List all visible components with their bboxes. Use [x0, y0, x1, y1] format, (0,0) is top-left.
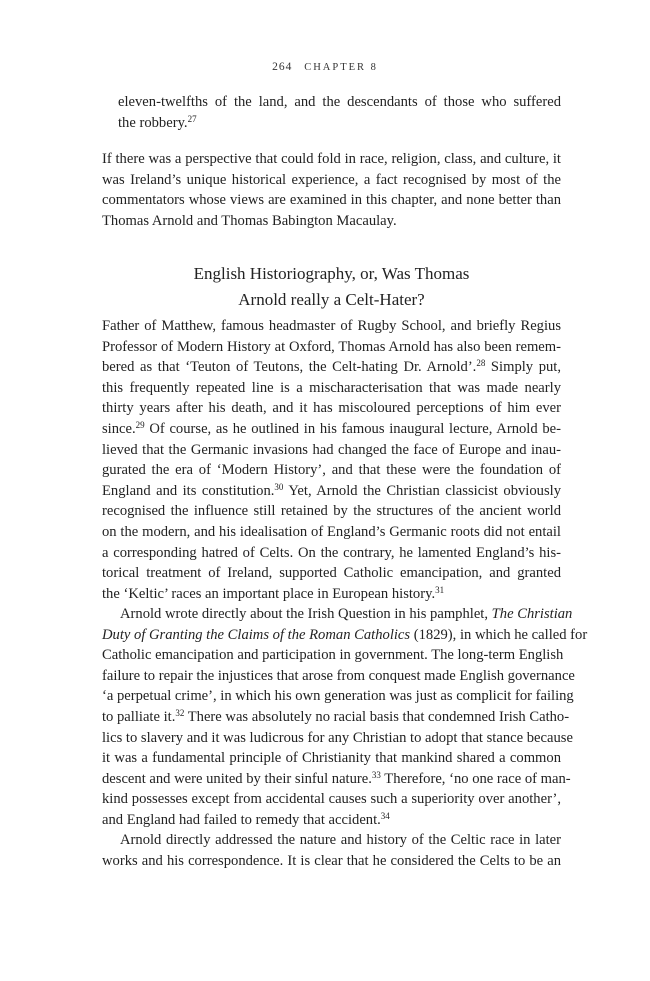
footnote-ref: 27 [187, 113, 197, 124]
paragraph-4 [102, 830, 561, 871]
paragraph-2 [102, 316, 561, 604]
footnote-ref: 33 [371, 769, 381, 780]
text-line: commentators whose views are examined in this chapter, and none better than [102, 192, 561, 209]
footnote-ref: 34 [380, 810, 390, 821]
text-line: descent and were united by their sinful nature.$^{33}$ Therefore, ‘no one race of man- [102, 769, 571, 787]
paragraph-3 [102, 604, 588, 831]
text-line: ‘a perpetual crime’, in which his own generation was just as complicit for failing [102, 688, 574, 705]
text-line: Father of Matthew, famous headmaster of Rugby School, and briefly Regius [102, 318, 561, 334]
running-head [0, 61, 650, 73]
text-line: Thomas Arnold and Thomas Babington Macaulay. [102, 212, 397, 229]
text-line: since.$^{29}$ Of course, as he outlined in his famous inaugural lecture, Arnold be- [102, 419, 561, 437]
text-line: bered as that ‘Teuton of Teutons, the Celt-hating Dr. Arnold’.$^{28}$ Simply put, [102, 358, 561, 376]
text-line: and England had failed to remedy that accident.$^{34}$ [102, 810, 390, 828]
text-line: If there was a perspective that could fold in race, religion, class, and culture, it [102, 151, 561, 167]
text-line: failure to repair the injustices that arose from conquest made English governance [102, 667, 575, 684]
footnote-ref: 28 [476, 358, 486, 369]
text-line: gurated the era of ‘Modern History’, and that these were the foundation of [102, 462, 561, 479]
text-line: kind possesses except from accidental causes such a superiority over another’, [102, 791, 561, 808]
text-line: thirty years after his death, and it has miscoloured perceptions of him ever [102, 400, 561, 417]
paragraph-1 [102, 149, 561, 231]
footnote-ref: 32 [175, 707, 185, 718]
footnote-ref: 30 [274, 481, 284, 492]
text-line: recognised the influence still retained by the structures of the ancient world [102, 503, 561, 520]
section-heading [102, 261, 561, 313]
text-line: Duty of Granting the Claims of the Roman Catholics (1829), in which he called for [102, 626, 588, 643]
footnote-ref: 29 [135, 419, 145, 430]
text-line: a corresponding hatred of Celts. On the contrary, he lamented England’s his- [102, 544, 561, 561]
text-line: the ‘Keltic’ races an important place in European history.$^{31}$ [102, 584, 445, 602]
text-line: this frequently repeated line is a mischaracterisation that was made nearly [102, 379, 561, 396]
text-line: lics to slavery and it was ludicrous for any Christian to adopt that stance because [102, 729, 573, 746]
text-line: Catholic emancipation and participation in government. The long-term English [102, 647, 564, 664]
footnote-ref: 31 [435, 584, 445, 595]
text-line: eleven-twelfths of the land, and the descendants of those who suffered [118, 94, 561, 110]
text-line: Professor of Modern History at Oxford, Thomas Arnold has also been remem- [102, 338, 561, 355]
text-line: Arnold wrote directly about the Irish Question in his pamphlet, The Christian [120, 606, 573, 622]
text-line: was Ireland’s unique historical experience, a fact recognised by most of the [102, 171, 561, 188]
text-line: to palliate it.$^{32}$ There was absolutely no racial basis that condemned Irish Catho- [102, 707, 570, 725]
heading-line-2: Arnold really a Celt-Hater? [238, 290, 425, 309]
text-line: works and his correspondence. It is clear that he considered the Celts to be an [102, 852, 561, 869]
text-line: the robbery.$^{27}$ [118, 113, 197, 131]
text-line: Arnold directly addressed the nature and history of the Celtic race in later [120, 832, 561, 848]
text-line: England and its constitution.$^{30}$ Yet, Arnold the Christian classicist obviously [102, 481, 561, 499]
text-line: lieved that the Germanic invasions had changed the face of Europe and inau- [102, 441, 561, 458]
block-quote [118, 92, 561, 133]
heading-line-1: English Historiography, or, Was Thomas [193, 264, 470, 283]
chapter-label: CHAPTER 8 [304, 62, 378, 73]
text-line: it was a fundamental principle of Christianity that mankind shared a common [102, 750, 561, 767]
text-line: on the modern, and his idealisation of England’s Germanic roots did not entail [102, 523, 561, 540]
page-number: 264 [272, 61, 293, 73]
text-line: torical treatment of Ireland, supported Catholic emancipation, and granted [102, 565, 561, 582]
